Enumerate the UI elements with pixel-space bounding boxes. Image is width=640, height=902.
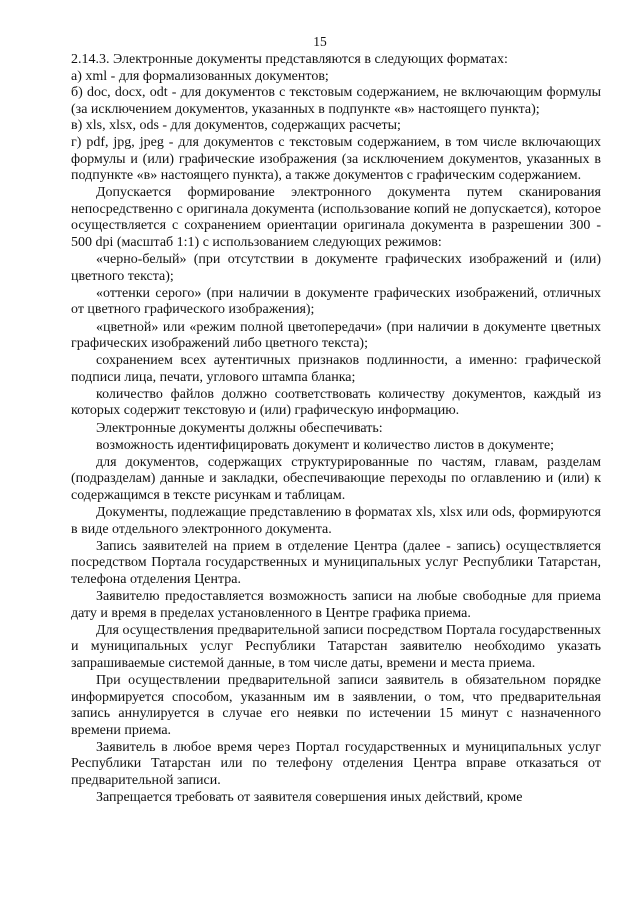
- paragraph: количество файлов должно соответствовать количеству документов, каждый из которых содержит текстовую и (или) графическую информацию.: [71, 386, 601, 419]
- paragraph: возможность идентифицировать документ и количество листов в документе;: [96, 437, 555, 453]
- page-number: 15: [313, 34, 327, 49]
- paragraph: Запись заявителей на прием в отделение Центра (далее - запись) осуществляется посредством Портала государственных и муниципальных услуг Республики Татарстан, телефона отделения Центра.: [71, 538, 601, 587]
- paragraph: Электронные документы должны обеспечивать:: [96, 420, 383, 436]
- paragraph: Запрещается требовать от заявителя совершения иных действий, кроме: [96, 790, 523, 806]
- paragraph: для документов, содержащих структурированные по частям, главам, разделам (подразделам) данные и закладки, обеспечивающие переходы по оглавлению и (или) к содержащимся в тексте рисункам и таблицам.: [71, 454, 601, 503]
- paragraph: Допускается формирование электронного документа путем сканирования непосредственно с оригинала документа (использование копий не допускается), которое осуществляется с сохранением ориентации оригинала документа в разрешении 300 - 500 dpi (масштаб 1:1) с использованием следующих режимов:: [71, 185, 601, 251]
- paragraph: «оттенки серого» (при наличии в документе графических изображений, отличных от цветного графического изображения);: [71, 285, 601, 318]
- paragraph: 2.14.3. Электронные документы представляются в следующих форматах:: [71, 52, 508, 67]
- paragraph: Для осуществления предварительной записи посредством Портала государственных и муниципальных услуг Республики Татарстан заявителю необходимо указать запрашиваемые системой данные, в том числе даты, времени и места приема.: [71, 622, 601, 671]
- paragraph: г) pdf, jpg, jpeg - для документов с текстовым содержанием, в том числе включающих формулы и (или) графические изображения (за исключением документов, указанных в подпункте «в» настоящего пункта), а также документов с графическим содержанием.: [71, 134, 601, 184]
- document-body: [71, 52, 601, 807]
- paragraph: При осуществлении предварительной записи заявитель в обязательном порядке информируется способом, указанным им в заявлении, о том, что предварительная запись аннулируется в случае его неявки по истечении 15 минут с назначенного времени приема.: [71, 672, 601, 738]
- paragraph: Заявителю предоставляется возможность записи на любые свободные для приема дату и время в пределах установленного в Центре графика приема.: [71, 589, 601, 621]
- paragraph: сохранением всех аутентичных признаков подлинности, а именно: графической подписи лица, печати, углового штампа бланка;: [71, 353, 601, 385]
- paragraph: в) xls, xlsx, ods - для документов, содержащих расчеты;: [71, 118, 401, 134]
- paragraph: «цветной» или «режим полной цветопередачи» (при наличии в документе цветных графических изображений либо цветного текста);: [71, 319, 601, 352]
- paragraph: «черно-белый» (при отсутствии в документе графических изображений и (или) цветного текста);: [71, 252, 601, 284]
- paragraph: б) doc, docx, odt - для документов с текстовым содержанием, не включающим формулы (за исключением документов, указанных в подпункте «в» настоящего пункта);: [71, 85, 601, 117]
- paragraph: а) xml - для формализованных документов;: [71, 68, 329, 84]
- paragraph: Заявитель в любое время через Портал государственных и муниципальных услуг Республики Татарстан или по телефону отделения Центра вправе отказаться от предварительной записи.: [71, 739, 601, 789]
- paragraph: Документы, подлежащие представлению в форматах xls, xlsx или ods, формируются в виде отдельного электронного документа.: [71, 505, 601, 537]
